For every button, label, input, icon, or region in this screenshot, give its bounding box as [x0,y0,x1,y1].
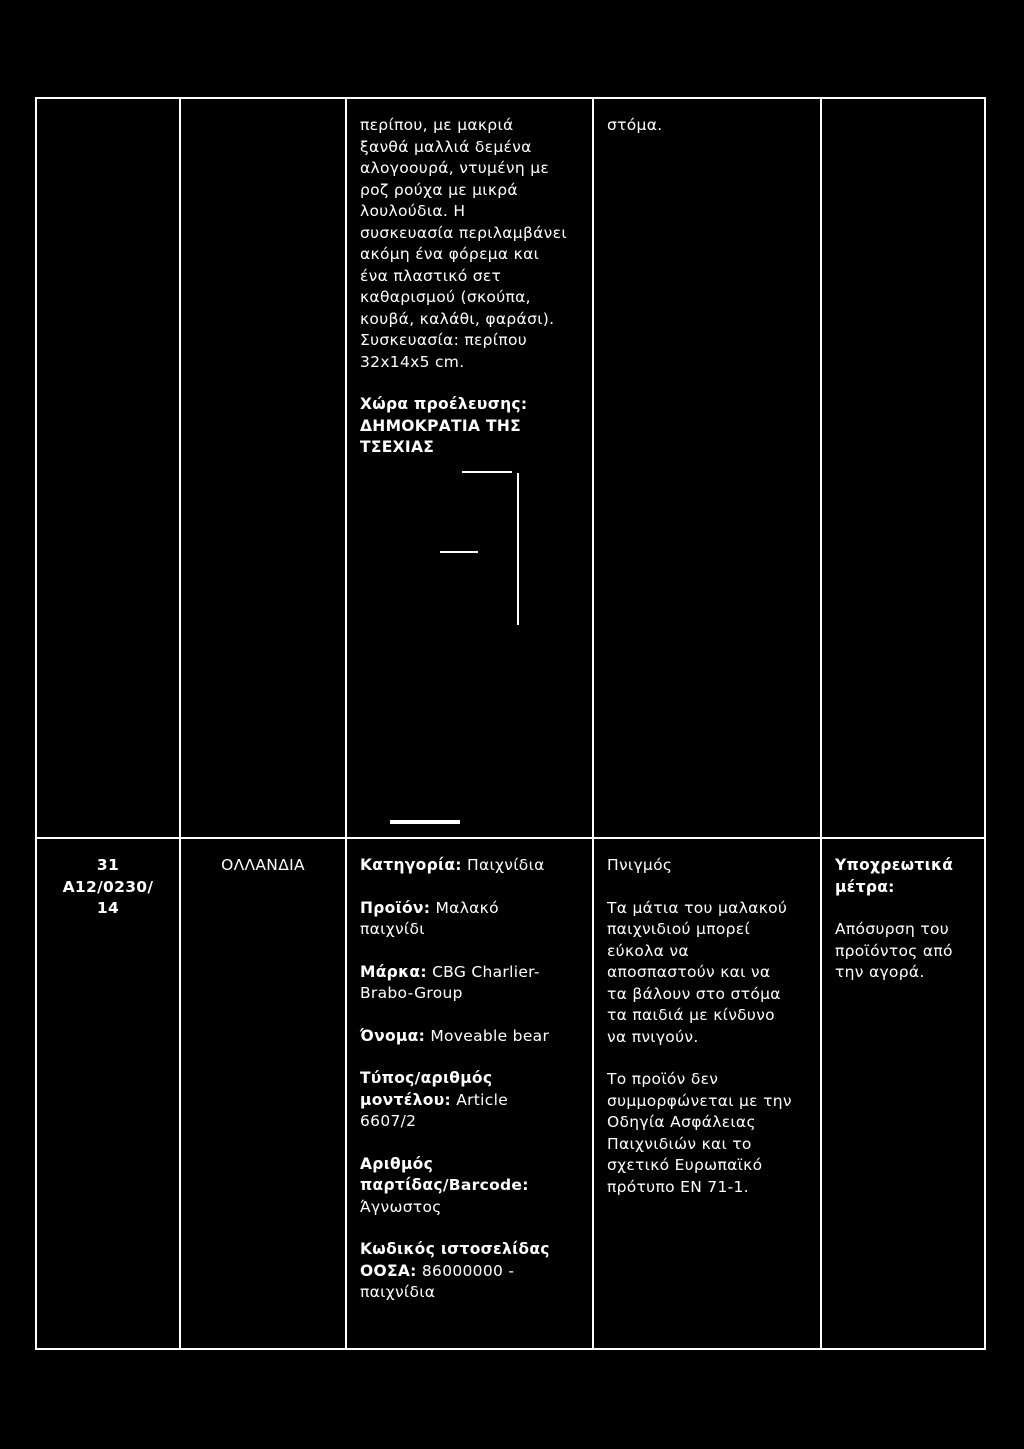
column-border [35,97,37,1350]
column-border [345,97,347,1350]
table-top-border [35,97,986,99]
risk-text-prev: στόμα. [607,116,663,134]
product-line: Προϊόν: Μαλακό [360,898,499,917]
product-description-prev: περίπου, με μακριά ξανθά μαλλιά δεμένα αλογοουρά, ντυμένη με ροζ ρούχα με μικρά λουλούδια. Η συσκευασία περιλαμβάνει ακόμη ένα φόρεμα και ένα πλαστικό σετ καθαρισμού (σκούπα, κουβά, καλάθι, φαράσι). Συσκευασία: περίπου 32x14x5 cm. Χώρα προέλευσης: ΔΗΜΟΚΡΑΤΙΑ ΤΗΣ ΤΣΕΧΙΑΣ [360,115,590,459]
image-fragment [440,551,478,553]
image-fragment [462,471,512,473]
compliance-text: Το προϊόν δεν [607,1070,719,1088]
origin-value: ΔΗΜΟΚΡΑΤΙΑ ΤΗΣ [360,416,522,435]
country: ΟΛΛΑΝΔΙΑ [221,856,305,874]
measures: Υποχρεωτικά μέτρα: Απόσυρση του προϊόντος από την αγορά. [835,856,954,981]
batch-label: Αριθμός [360,1154,434,1173]
row-divider [35,837,986,839]
category-line: Κατηγορία: Παιχνίδια [360,856,545,874]
notification-table [35,97,986,1350]
notification-number: 31 A12/0230/ 14 [62,856,154,917]
column-border [592,97,594,1350]
oecd-label: Κωδικός ιστοσελίδας [360,1240,550,1258]
model-label: Τύπος/αριθμός [360,1069,493,1087]
column-border [984,97,986,1350]
name-line: Όνομα: Moveable bear [360,1026,550,1045]
risk-description: Πνιγμός Τα μάτια του μαλακού παιχνιδιού μπορεί εύκολα να αποσπαστούν και να τα βάλουν στο στόμα τα παιδιά με κίνδυνο να πνιγούν. Το προϊόν δεν συμμορφώνεται με την Οδηγία Ασφάλειας Παιχνιδιών και το σχετικό Ευρωπαϊκό πρότυπο EN 71-1. [607,855,819,1198]
risk-title: Πνιγμός [607,856,673,874]
column-border [179,97,181,1350]
brand-line: Μάρκα: CBG Charlier- [360,962,540,981]
column-border [820,97,822,1350]
image-fragment [517,473,519,625]
product-details: Κατηγορία: Παιχνίδια Προϊόν: Μαλακό παιχνίδι Μάρκα: CBG Charlier- Brabo-Group Όνομα: Moveable bear Τύπος/αριθμός μοντέλου: Article 6607/2 Αριθμός παρτίδας/Barcode: Άγνωστος Κωδικός ιστοσελίδας ΟΟΣΑ: 86000000 - παιχνίδια [360,855,592,1304]
image-fragment [390,820,460,824]
table-bottom-border [35,1348,986,1350]
origin-label: Χώρα προέλευσης: [360,395,528,413]
